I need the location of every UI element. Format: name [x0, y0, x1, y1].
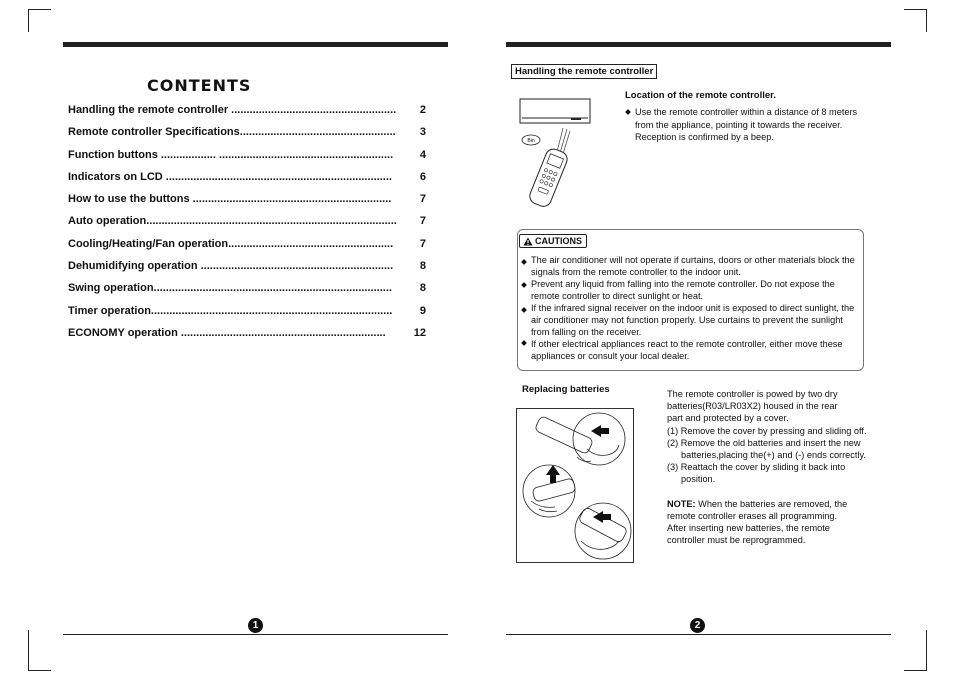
- batteries-step-cont: position.: [681, 474, 716, 485]
- toc-label: Auto operation..................................................................................: [68, 215, 397, 228]
- note-line: controller must be reprogrammed.: [667, 535, 806, 546]
- toc-label: Indicators on LCD ..........................................................................: [68, 170, 392, 183]
- note-line: After inserting new batteries, the remote: [667, 523, 830, 534]
- batteries-line: batteries(R03/LR03X2) housed in the rear: [667, 401, 838, 412]
- toc-label: Handling the remote controller ......................................................: [68, 104, 397, 116]
- cautions-label: [519, 234, 587, 248]
- left-bottom-rule: [63, 634, 448, 635]
- arrow-up-icon: [546, 465, 560, 483]
- toc-page: 4: [419, 148, 426, 161]
- toc-page: 12: [413, 326, 426, 339]
- page-number-badge-left: 1: [248, 618, 263, 633]
- toc-entry[interactable]: [68, 149, 426, 171]
- left-top-rule: [63, 42, 448, 47]
- note-text: When the batteries are removed, the: [695, 498, 848, 509]
- toc-label: How to use the buttons .................................................................: [68, 193, 392, 206]
- toc-page: 3: [419, 126, 426, 139]
- toc-page: 6: [419, 170, 426, 183]
- toc-page: 9: [419, 304, 426, 317]
- toc-page: 7: [419, 193, 426, 206]
- location-text: Use the remote controller within a distance of 8 meters from the appliance, pointing it towards the receiver. Reception is confirmed by a beep.: [635, 107, 858, 142]
- toc-entry[interactable]: [68, 282, 426, 304]
- toc-label: Dehumidifying operation ...............................................................: [68, 260, 394, 273]
- batteries-line: The remote controller is powed by two dry: [667, 389, 838, 399]
- toc-entry[interactable]: [68, 126, 426, 148]
- page-number-badge-right: 2: [690, 618, 705, 633]
- batteries-step: (2) Remove the old batteries and insert the new: [667, 437, 861, 448]
- signal-rays-icon: [557, 128, 570, 154]
- caution-item: Prevent any liquid from falling into the remote controller. Do not expose the remote controller to direct sunlight or heat.: [531, 279, 835, 301]
- arrow-right-icon: [593, 511, 611, 523]
- crop-mark-top-left: [28, 9, 51, 32]
- remote-controller-icon: [527, 147, 569, 209]
- note-line: remote controller erases all programming.: [667, 510, 838, 521]
- warning-icon: [523, 237, 533, 246]
- crop-mark-top-right: [904, 9, 927, 32]
- toc-label: Remote controller Specifications...................................................: [68, 126, 396, 139]
- crop-mark-bottom-left: [28, 630, 51, 671]
- toc-page: 8: [419, 260, 426, 273]
- batteries-text: [667, 388, 897, 546]
- hand-remote-step-1-icon: [534, 413, 625, 465]
- batteries-line: part and protected by a cover.: [667, 413, 789, 424]
- caution-item: If the infrared signal receiver on the indoor unit is exposed to direct sunlight, the air conditioner may not function properly. Use curtains to prevent the sunlight from falling on the receiver.: [531, 303, 855, 337]
- toc-entry[interactable]: [68, 193, 426, 215]
- bullet-diamond-icon: [625, 109, 631, 115]
- remote-location-illustration: [519, 97, 619, 213]
- toc-label: Function buttons .................. .........................................................: [68, 148, 394, 161]
- contents-title: CONTENTS: [147, 76, 252, 95]
- batteries-step: (3) Reattach the cover by sliding it back into: [667, 462, 846, 473]
- toc-entry[interactable]: [68, 238, 426, 260]
- section-label: Handling the remote controller: [511, 64, 657, 79]
- note-line: [667, 498, 897, 510]
- batteries-step: (1) Remove the cover by pressing and sliding off.: [667, 425, 867, 436]
- illustration-tag: Bin: [527, 138, 535, 144]
- caution-item: If other electrical appliances react to the remote controller, either move these appliances or consult your local dealer.: [531, 339, 843, 361]
- toc-entry[interactable]: [68, 305, 426, 327]
- toc-label: Cooling/Heating/Fan operation......................................................: [68, 237, 394, 250]
- right-top-rule: [506, 42, 891, 47]
- arrow-right-icon: [591, 425, 609, 437]
- cautions-label-text: CAUTIONS: [535, 236, 582, 246]
- toc-page: 2: [419, 104, 426, 116]
- toc-label: ECONOMY operation ...................................................................: [68, 326, 386, 339]
- toc-label: Timer operation...............................................................................: [68, 304, 393, 317]
- table-of-contents: [68, 104, 426, 349]
- crop-mark-bottom-right: [904, 630, 927, 671]
- batteries-step-cont: batteries,placing the(+) and (-) ends correctly.: [681, 450, 866, 461]
- toc-page: 8: [419, 282, 426, 295]
- toc-entry[interactable]: [68, 327, 426, 349]
- batteries-title: Replacing batteries: [522, 384, 610, 395]
- toc-entry[interactable]: [68, 260, 426, 282]
- toc-page: 7: [419, 237, 426, 250]
- caution-item: The air conditioner will not operate if curtains, doors or other materials block the signals from the remote controller to the indoor unit.: [531, 255, 855, 277]
- note-label: NOTE:: [667, 498, 696, 509]
- toc-label: Swing operation..............................................................................: [68, 282, 392, 295]
- toc-entry[interactable]: [68, 104, 426, 126]
- toc-page: 7: [419, 215, 426, 228]
- toc-entry[interactable]: [68, 171, 426, 193]
- right-bottom-rule: [506, 634, 891, 635]
- toc-entry[interactable]: [68, 215, 426, 237]
- location-title: Location of the remote controller.: [625, 90, 776, 101]
- battery-replacement-illustration: [516, 408, 634, 563]
